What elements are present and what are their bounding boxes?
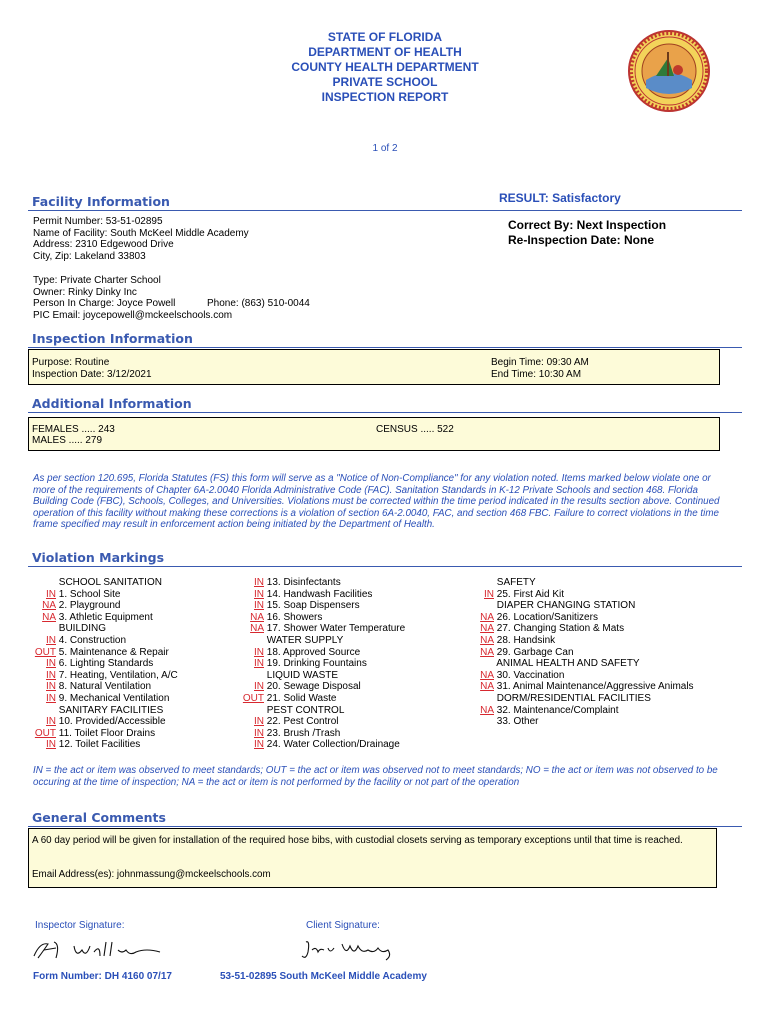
inspector-signature-label: Inspector Signature:	[35, 920, 125, 931]
violation-row: NA 2. Playground	[42, 600, 121, 612]
facility-details	[33, 216, 249, 262]
permit-number: Permit Number: 53-51-02895	[33, 216, 163, 227]
violation-column-2	[238, 577, 405, 751]
end-time: End Time: 10:30 AM	[491, 369, 582, 380]
violation-row: IN 9. Mechanical Ventilation	[46, 692, 170, 704]
additional-section-title: Additional Information	[32, 396, 192, 411]
violation-row: IN 1. School Site	[46, 588, 121, 600]
footer-facility-ref: 53-51-02895 South McKeel Middle Academy	[220, 971, 427, 982]
violation-legend: IN = the act or item was observed to meet standards; OUT = the act or item was observed not to meet standards; NO = the act or item was not observed to be occuring at the time of inspection; NA = the act or item is not performed by the facility or not part of the operation	[33, 765, 718, 788]
violation-row: LIQUID WASTE	[266, 669, 339, 681]
inspection-date: Inspection Date: 3/12/2021	[32, 369, 152, 380]
violation-row: IN 20. Sewage Disposal	[254, 681, 361, 693]
header-line-5: INSPECTION REPORT	[321, 90, 449, 104]
males-count: MALES ..... 279	[32, 435, 103, 446]
header-line-2: DEPARTMENT OF HEALTH	[308, 45, 462, 59]
non-compliance-notice: As per section 120.695, Florida Statutes (FS) this form will serve as a "Notice of Non-Compliance" for any violation noted. Items marked below violate one or more of the requirements of Chapter 6A-2.0040 Florida Administrative Code (FAC). Sanitation Standards in K-12 Private Schools and section 468. Florida Building Code (FBC), Schools, Colleges, and Universities. Violations must be corrected within the time period indicated in the results section above. Continued operation of this facility without making these corrections is a violation of section 6A-2.0040, FAC, and section 468 FBC. Failure to correct violations in the time frame specified may result in enforcement action being initiated by the Department of Health.	[33, 473, 720, 531]
section-rule	[28, 412, 742, 413]
begin-time: Begin Time: 09:30 AM	[491, 357, 589, 368]
reinspection-date: Re-Inspection Date: None	[508, 232, 655, 247]
comment-text: A 60 day period will be given for installation of the required hose bibs, with custodial closets serving as temporary exceptions until that time is reached.	[32, 835, 683, 846]
violation-row: IN 24. Water Collection/Drainage	[254, 739, 400, 751]
violation-row: IN 19. Drinking Fountains	[254, 658, 367, 670]
violation-row: DORM/RESIDENTIAL FACILITIES	[496, 692, 651, 704]
facility-name: Name of Facility: South McKeel Middle Academy	[33, 227, 249, 239]
violation-row: SAFETY	[496, 577, 536, 588]
violation-row: NA 26. Location/Sanitizers	[480, 611, 598, 623]
females-count: FEMALES ..... 243	[32, 424, 115, 435]
violation-row: NA 30. Vaccination	[480, 669, 565, 681]
inspection-section-title: Inspection Information	[32, 331, 193, 346]
violation-row: NA 17. Shower Water Temperature	[250, 623, 406, 635]
additional-info-box	[28, 417, 720, 451]
correct-by: Correct By: Next Inspection	[508, 218, 667, 232]
owner-details	[33, 275, 433, 321]
violation-row: DIAPER CHANGING STATION	[496, 600, 636, 612]
violation-row: IN 14. Handwash Facilities	[254, 588, 373, 600]
violation-row: BUILDING	[58, 623, 107, 635]
section-rule	[28, 826, 742, 827]
header-line-1: STATE OF FLORIDA	[327, 30, 443, 44]
violation-row: OUT 21. Solid Waste	[242, 692, 337, 704]
inspection-info-box	[28, 349, 720, 385]
violation-row: NA 29. Garbage Can	[480, 646, 574, 658]
violation-row: 33. Other	[496, 716, 539, 728]
facility-owner: Owner: Rinky Dinky Inc	[33, 286, 137, 298]
violation-row: NA 32. Maintenance/Complaint	[480, 704, 619, 716]
violation-row: IN 10. Provided/Accessible	[46, 716, 166, 728]
violation-row: OUT 11. Toilet Floor Drains	[34, 727, 156, 739]
pic-email: PIC Email: joycepowell@mckeelschools.com	[33, 309, 233, 321]
inspector-signature-icon	[30, 936, 190, 962]
client-signature-label: Client Signature:	[306, 920, 380, 931]
violation-row: PEST CONTROL	[266, 704, 345, 716]
correction-info	[508, 218, 666, 247]
violation-row: IN 13. Disinfectants	[254, 577, 341, 588]
inspection-purpose: Purpose: Routine	[32, 357, 110, 368]
violation-row: IN 25. First Aid Kit	[484, 588, 565, 600]
section-rule	[28, 347, 742, 348]
violations-section-title: Violation Markings	[32, 550, 165, 565]
client-signature-icon	[300, 936, 410, 962]
section-rule	[28, 210, 742, 211]
person-in-charge: Person In Charge: Joyce Powell	[33, 298, 176, 310]
violation-row: NA 31. Animal Maintenance/Aggressive Animals	[480, 681, 694, 693]
violation-column-3	[470, 577, 694, 728]
header-line-4: PRIVATE SCHOOL	[332, 75, 438, 89]
violation-row: IN 22. Pest Control	[254, 716, 339, 728]
comment-email: Email Address(es): johnmassung@mckeelschools.com	[32, 869, 271, 880]
violation-row: OUT 5. Maintenance & Repair	[34, 646, 169, 658]
violation-row: IN 23. Brush /Trash	[254, 727, 341, 739]
page-indicator: 1 of 2	[372, 143, 398, 154]
result-status: RESULT: Satisfactory	[499, 191, 621, 205]
violation-row: IN 6. Lighting Standards	[46, 658, 154, 670]
violation-row: NA 27. Changing Station & Mats	[480, 623, 625, 635]
violation-row: ANIMAL HEALTH AND SAFETY	[496, 658, 640, 670]
violation-row: NA 28. Handsink	[480, 634, 556, 646]
comments-section-title: General Comments	[32, 810, 166, 825]
facility-type: Type: Private Charter School	[33, 275, 161, 286]
person-in-charge-row	[33, 298, 433, 310]
violation-row: NA 16. Showers	[250, 611, 323, 623]
census-count: CENSUS ..... 522	[376, 424, 454, 435]
violation-row: IN 18. Approved Source	[254, 646, 361, 658]
section-rule	[28, 566, 742, 567]
violation-row: WATER SUPPLY	[266, 634, 344, 646]
comments-box	[28, 828, 717, 888]
violation-row: NA 3. Athletic Equipment	[42, 611, 153, 623]
phone-number: Phone: (863) 510-0044	[207, 298, 310, 310]
violation-row: SANITARY FACILITIES	[58, 704, 164, 716]
facility-address: Address: 2310 Edgewood Drive	[33, 239, 174, 251]
violation-row: IN 15. Soap Dispensers	[254, 600, 360, 612]
facility-city: City, Zip: Lakeland 33803	[33, 250, 146, 262]
violation-row: IN 7. Heating, Ventilation, A/C	[46, 669, 178, 681]
violation-row: SCHOOL SANITATION	[58, 577, 162, 588]
state-seal-icon	[628, 30, 710, 112]
form-number: Form Number: DH 4160 07/17	[33, 971, 172, 982]
violation-row: IN 4. Construction	[46, 634, 127, 646]
violation-row: IN 12. Toilet Facilities	[46, 739, 141, 751]
violation-column-1	[30, 577, 178, 751]
violation-row: IN 8. Natural Ventilation	[46, 681, 152, 693]
header-line-3: COUNTY HEALTH DEPARTMENT	[291, 60, 479, 74]
facility-section-title: Facility Information	[32, 194, 170, 209]
